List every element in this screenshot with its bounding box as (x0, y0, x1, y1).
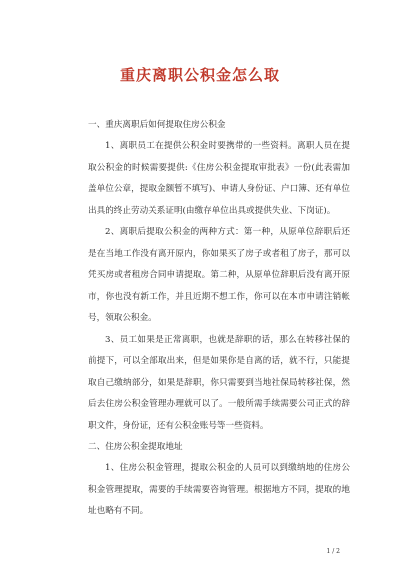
paragraph-3: 3、员工如果是正常离职，也就是辞职的话，那么在转移社保的前提下，可以全部取出来，但是如果你是自离的话，就不行，只能提取自己缴纳部分，如果是辞职，你只需要到当地社保局转移社保，然后去住房公积金管理办理就可以了。一般所需手续需要公司正式的辞职文件，身份证，还有公积金账号等一些资料。 (88, 334, 350, 431)
document-title: 重庆离职公积金怎么取 (119, 66, 280, 84)
section-heading-2: 二、住房公积金提取地址 (88, 442, 183, 452)
section-heading-1: 一、重庆离职后如何提取住房公积金 (88, 120, 226, 130)
paragraph-2: 2、离职后提取公积金的两种方式：第一种，从原单位辞职后还是在当地工作没有离开原内，你如果买了房子或者租了房子，那可以凭买房或者租房合同申请提取。第二种，从原单位辞职后没有离开原市，你也没有新工作，并且近期不想工作，你可以在本市申请注销帐号，领取公积金。 (88, 227, 350, 323)
paragraph-4: 1、住房公积金管理，提取公积金的人员可以到缴纳地的住房公积金管理提取，需要的手续需要咨询管理。根据地方不同，提取的地址也略有不同。 (88, 463, 350, 516)
document-body (88, 115, 350, 523)
page-number: 1 / 2 (326, 548, 340, 555)
paragraph-1: 1、离职员工在提供公积金时要携带的一些资料。离职人员在提取公积金的时候需要提供:《住房公积金提取审批表》一份(此表需加盖单位公章，提取金额暂不填写)、申请人身份证、户口簿、还有单位出具的终止劳动关系证明(由缴存单位出具或提供失业、下岗证)。 (88, 141, 350, 216)
